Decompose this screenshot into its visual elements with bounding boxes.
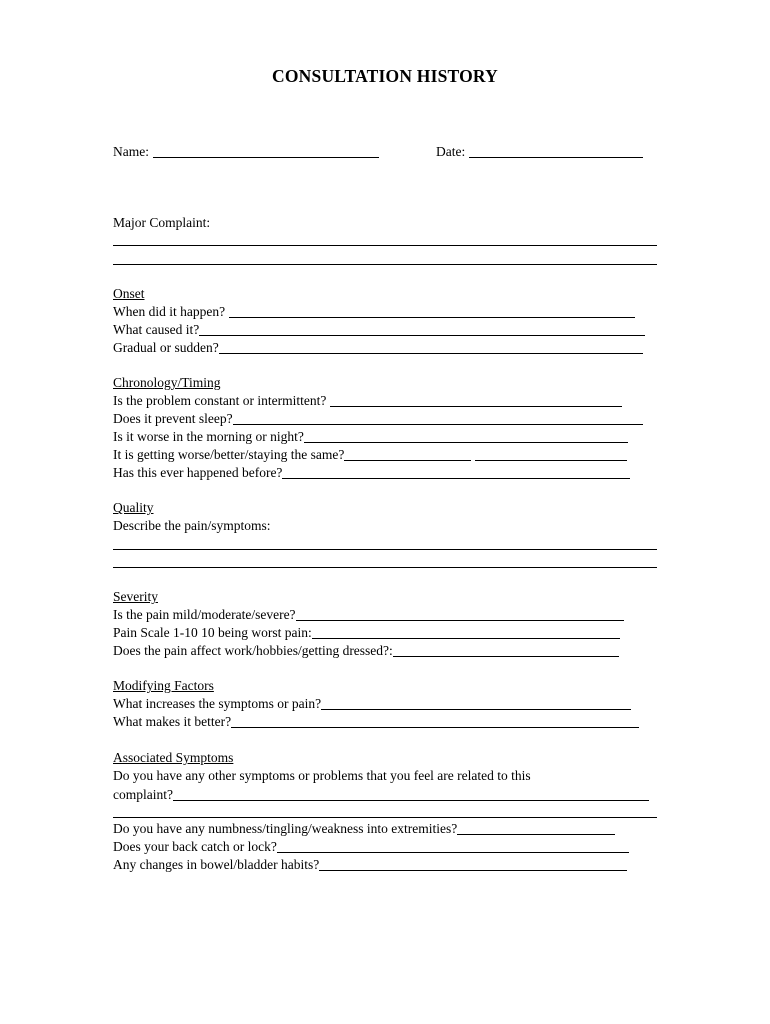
associated-q2-field[interactable] — [457, 821, 615, 835]
associated-q2-label: Do you have any numbness/tingling/weakness into extremities? — [113, 821, 458, 836]
associated-q4-row — [113, 856, 627, 874]
quality-line-1[interactable] — [113, 549, 657, 550]
severity-heading: Severity — [113, 589, 158, 604]
severity-q2-field[interactable] — [312, 625, 620, 639]
onset-q1-field[interactable] — [229, 304, 635, 318]
quality-q1-label: Describe the pain/symptoms: — [113, 518, 271, 533]
chronology-q4-field-2[interactable] — [475, 447, 627, 461]
chronology-q4-label: It is getting worse/better/staying the same? — [113, 447, 345, 462]
major-complaint-label: Major Complaint: — [113, 215, 211, 230]
date-row — [436, 143, 643, 161]
page-title: CONSULTATION HISTORY — [272, 66, 498, 86]
modifying-heading: Modifying Factors — [113, 678, 214, 693]
chronology-q5-row — [113, 464, 630, 482]
modifying-q2-row — [113, 713, 639, 731]
associated-q3-row — [113, 838, 629, 856]
chronology-q5-label: Has this ever happened before? — [113, 465, 283, 480]
onset-q3-row — [113, 339, 643, 357]
quality-heading: Quality — [113, 500, 154, 515]
chronology-q3-field[interactable] — [304, 429, 628, 443]
associated-heading: Associated Symptoms — [113, 750, 234, 765]
modifying-q1-field[interactable] — [321, 696, 631, 710]
major-complaint-line-2[interactable] — [113, 264, 657, 265]
chronology-q2-label: Does it prevent sleep? — [113, 411, 233, 426]
severity-q1-label: Is the pain mild/moderate/severe? — [113, 607, 296, 622]
modifying-q1-row — [113, 695, 631, 713]
modifying-q2-field[interactable] — [231, 714, 639, 728]
chronology-q1-label: Is the problem constant or intermittent? — [113, 393, 327, 408]
chronology-q5-field[interactable] — [282, 465, 630, 479]
severity-q3-row — [113, 642, 619, 660]
major-complaint-line-1[interactable] — [113, 245, 657, 246]
associated-q1-extra-line[interactable] — [113, 817, 657, 818]
associated-q1-label-line1: Do you have any other symptoms or problems that you feel are related to this — [113, 768, 531, 783]
associated-q1-label-line2: complaint? — [113, 787, 173, 802]
chronology-heading: Chronology/Timing — [113, 375, 221, 390]
modifying-q2-label: What makes it better? — [113, 714, 232, 729]
severity-q2-label: Pain Scale 1-10 10 being worst pain: — [113, 625, 312, 640]
chronology-q4-field-1[interactable] — [344, 447, 471, 461]
severity-q2-row — [113, 624, 620, 642]
severity-q3-field[interactable] — [393, 643, 619, 657]
chronology-q3-label: Is it worse in the morning or night? — [113, 429, 304, 444]
chronology-q3-row — [113, 428, 628, 446]
associated-q1-row — [113, 786, 649, 804]
date-field[interactable] — [469, 144, 643, 158]
associated-q3-label: Does your back catch or lock? — [113, 839, 277, 854]
onset-q1-label: When did it happen? — [113, 304, 226, 319]
chronology-q2-row — [113, 410, 643, 428]
chronology-q1-row — [113, 392, 622, 410]
name-field[interactable] — [153, 144, 379, 158]
name-row — [113, 143, 379, 161]
chronology-q1-field[interactable] — [330, 393, 622, 407]
onset-q2-label: What caused it? — [113, 322, 200, 337]
associated-q4-field[interactable] — [319, 857, 627, 871]
date-label: Date: — [436, 144, 466, 159]
onset-q3-field[interactable] — [219, 340, 643, 354]
chronology-q4-row — [113, 446, 627, 464]
associated-q1-field[interactable] — [173, 787, 649, 801]
associated-q4-label: Any changes in bowel/bladder habits? — [113, 857, 320, 872]
quality-line-2[interactable] — [113, 567, 657, 568]
onset-q1-row — [113, 303, 635, 321]
severity-q1-row — [113, 606, 624, 624]
modifying-q1-label: What increases the symptoms or pain? — [113, 696, 322, 711]
associated-q3-field[interactable] — [277, 839, 629, 853]
onset-heading: Onset — [113, 286, 145, 301]
onset-q2-field[interactable] — [199, 322, 645, 336]
chronology-q2-field[interactable] — [233, 411, 643, 425]
onset-q3-label: Gradual or sudden? — [113, 340, 219, 355]
name-label: Name: — [113, 144, 149, 159]
onset-q2-row — [113, 321, 645, 339]
severity-q1-field[interactable] — [296, 607, 624, 621]
severity-q3-label: Does the pain affect work/hobbies/getting dressed?: — [113, 643, 393, 658]
associated-q2-row — [113, 820, 615, 838]
